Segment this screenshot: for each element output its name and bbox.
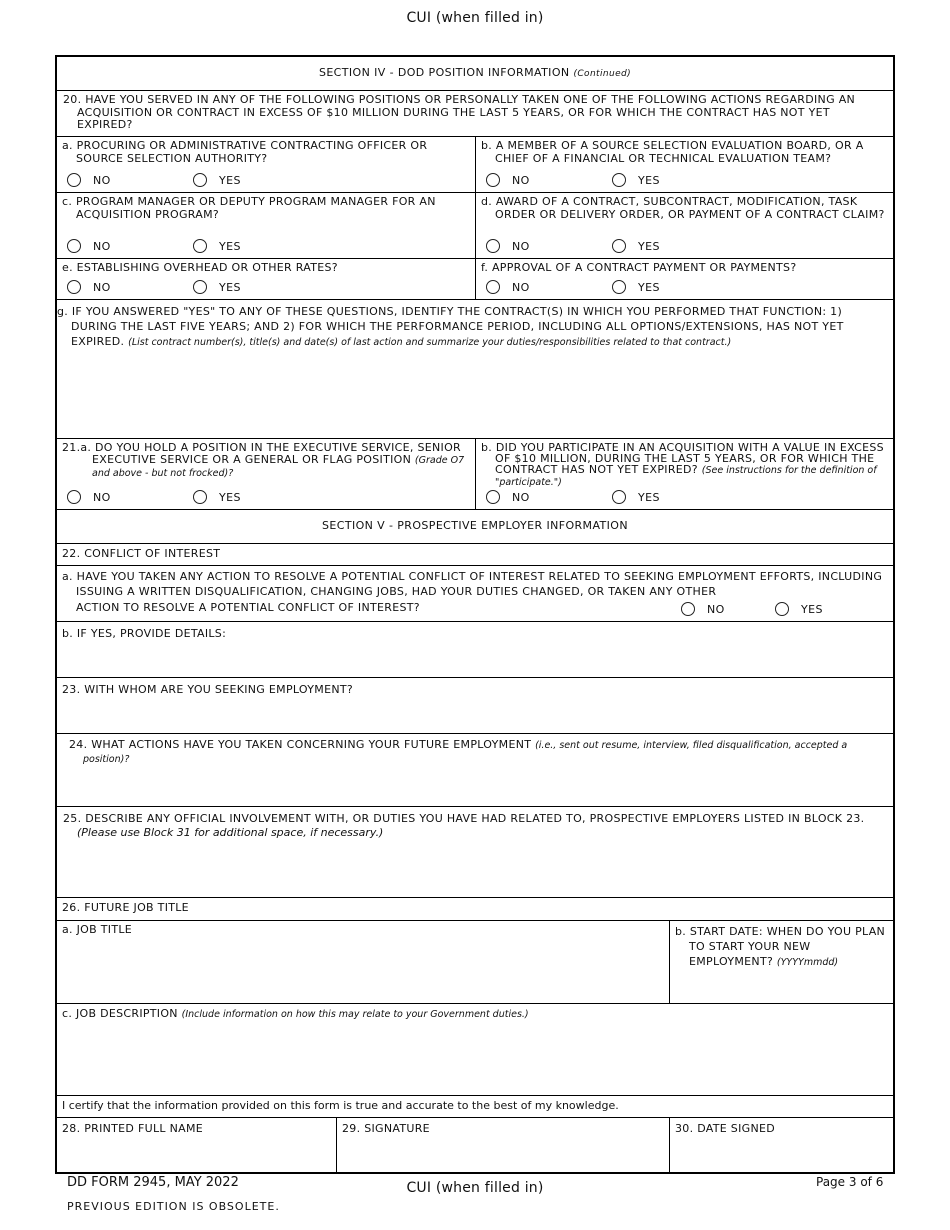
no-label: NO xyxy=(512,490,530,504)
q22a-label-cont: ACTION TO RESOLVE A POTENTIAL CONFLICT OF INTEREST? xyxy=(76,601,420,614)
no-label: NO xyxy=(93,280,111,294)
q26a-field[interactable] xyxy=(57,921,669,1003)
q24-field[interactable] xyxy=(57,734,893,806)
q20-row xyxy=(57,91,893,137)
q26c-note: (Include information on how this may relate to your Government duties.) xyxy=(181,1009,529,1020)
q22a-label: a. HAVE YOU TAKEN ANY ACTION TO RESOLVE A POTENTIAL CONFLICT OF INTEREST RELATED TO SEEKING EMPLOYMENT EFFORTS, INCLUDING ISSUING A WRITTEN DISQUALIFICATION, CHANGING JOBS, HAD YOUR DUTIES CHANGED, OR TAKEN ANY OTHER xyxy=(62,570,883,598)
q22-title-row xyxy=(57,544,893,566)
section-v-title: SECTION V - PROSPECTIVE EMPLOYER INFORMATION xyxy=(322,519,628,532)
q20b-cell xyxy=(475,137,893,192)
q29-label: 29. SIGNATURE xyxy=(342,1122,430,1135)
q20a-no-radio[interactable] xyxy=(67,173,81,187)
q20c-yes-radio[interactable] xyxy=(193,239,207,253)
q20f-no-option[interactable] xyxy=(486,280,530,294)
section-iv-note: (Continued) xyxy=(573,69,632,79)
q26-title: 26. FUTURE JOB TITLE xyxy=(62,901,189,914)
q29-field[interactable] xyxy=(336,1118,669,1172)
q20d-label: d. AWARD OF A CONTRACT, SUBCONTRACT, MODIFICATION, TASK ORDER OR DELIVERY ORDER, OR PAYMENT OF A CONTRACT CLAIM? xyxy=(481,195,885,221)
q21-row xyxy=(57,439,893,510)
q20b-yes-option[interactable] xyxy=(612,173,660,187)
q30-label: 30. DATE SIGNED xyxy=(675,1122,776,1135)
cui-header: CUI (when filled in) xyxy=(406,10,544,26)
section-iv-header xyxy=(57,57,893,91)
q22b-field[interactable] xyxy=(57,622,893,677)
yes-label: YES xyxy=(219,280,241,294)
q20d-cell xyxy=(475,193,893,258)
yes-label: YES xyxy=(219,490,241,504)
q21b-label: b. DID YOU PARTICIPATE IN AN ACQUISITION WITH A VALUE IN EXCESS OF $10 MILLION, DURING THE LAST 5 YEARS, OR FOR WHICH THE CONTRACT HAS NOT YET EXPIRED? xyxy=(481,441,884,476)
q22b-label: b. IF YES, PROVIDE DETAILS: xyxy=(62,627,227,640)
yes-label: YES xyxy=(219,173,241,187)
q23-label: 23. WITH WHOM ARE YOU SEEKING EMPLOYMENT? xyxy=(62,683,354,696)
yes-label: YES xyxy=(638,239,660,253)
q21a-no-radio[interactable] xyxy=(67,490,81,504)
q20e-yes-radio[interactable] xyxy=(193,280,207,294)
section-v-header xyxy=(57,510,893,544)
cui-footer: CUI (when filled in) xyxy=(406,1180,544,1196)
q20g-note: (List contract number(s), title(s) and date(s) of last action and summarize your duties/responsibilities related to that contract.) xyxy=(128,337,732,348)
q20c-no-radio[interactable] xyxy=(67,239,81,253)
q20e-label: e. ESTABLISHING OVERHEAD OR OTHER RATES? xyxy=(62,261,338,274)
q24-row[interactable] xyxy=(57,734,893,807)
q21b-yes-option[interactable] xyxy=(612,490,660,504)
q22a-no-option[interactable] xyxy=(681,602,725,616)
q20f-yes-option[interactable] xyxy=(612,280,660,294)
form-number: DD FORM 2945, MAY 2022 xyxy=(67,1175,239,1190)
q30-field[interactable] xyxy=(669,1118,893,1172)
no-label: NO xyxy=(93,173,111,187)
q20ab-row xyxy=(57,137,893,193)
certification-row xyxy=(57,1096,893,1118)
q24-note: (i.e., sent out resume, interview, filed disqualification, accepted a position)? xyxy=(83,740,848,765)
q26c-label: c. JOB DESCRIPTION xyxy=(62,1007,178,1020)
q26c-field[interactable] xyxy=(57,1004,893,1095)
q26c-row[interactable] xyxy=(57,1004,893,1096)
yes-label: YES xyxy=(638,173,660,187)
q20d-no-option[interactable] xyxy=(486,239,530,253)
q22-title: 22. CONFLICT OF INTEREST xyxy=(62,547,221,560)
q20b-no-option[interactable] xyxy=(486,173,530,187)
q23-row[interactable] xyxy=(57,678,893,734)
q20d-yes-radio[interactable] xyxy=(612,239,626,253)
q26ab-row xyxy=(57,921,893,1004)
q23-field[interactable] xyxy=(57,678,893,733)
no-label: NO xyxy=(512,173,530,187)
q26b-field[interactable] xyxy=(669,921,893,1003)
q22a-no-radio[interactable] xyxy=(681,602,695,616)
no-label: NO xyxy=(707,602,725,616)
page-number: Page 3 of 6 xyxy=(816,1175,884,1189)
no-label: NO xyxy=(93,239,111,253)
yes-label: YES xyxy=(638,490,660,504)
q21b-note: (See instructions for the definition of "participate.") xyxy=(495,465,877,488)
q28-label: 28. PRINTED FULL NAME xyxy=(62,1122,204,1135)
q20b-yes-radio[interactable] xyxy=(612,173,626,187)
q20e-yes-option[interactable] xyxy=(193,280,241,294)
q25-row[interactable] xyxy=(57,807,893,898)
q21b-no-option[interactable] xyxy=(486,490,530,504)
q20a-yes-option[interactable] xyxy=(193,173,241,187)
q21a-cell xyxy=(57,439,475,509)
no-label: NO xyxy=(512,239,530,253)
q26b-note: (YYYYmmdd) xyxy=(776,957,839,968)
q20a-yes-radio[interactable] xyxy=(193,173,207,187)
signature-row xyxy=(57,1118,893,1172)
q24-label: 24. WHAT ACTIONS HAVE YOU TAKEN CONCERNING YOUR FUTURE EMPLOYMENT xyxy=(69,738,532,751)
q22b-row[interactable] xyxy=(57,622,893,678)
q25-field[interactable] xyxy=(57,807,893,897)
q26b-label: b. START DATE: WHEN DO YOU PLAN TO START YOUR NEW EMPLOYMENT? xyxy=(675,925,886,968)
q22a-row xyxy=(57,566,893,622)
q22a-yes-radio[interactable] xyxy=(775,602,789,616)
q20d-yes-option[interactable] xyxy=(612,239,660,253)
q21a-yes-option[interactable] xyxy=(193,490,241,504)
q20e-no-radio[interactable] xyxy=(67,280,81,294)
q21a-no-option[interactable] xyxy=(67,490,111,504)
yes-label: YES xyxy=(638,280,660,294)
q20b-label: b. A MEMBER OF A SOURCE SELECTION EVALUATION BOARD, OR A CHIEF OF A FINANCIAL OR TECHNICAL EVALUATION TEAM? xyxy=(481,139,864,165)
q20c-label: c. PROGRAM MANAGER OR DEPUTY PROGRAM MANAGER FOR AN ACQUISITION PROGRAM? xyxy=(62,195,436,221)
q28-field[interactable] xyxy=(57,1118,336,1172)
yes-label: YES xyxy=(219,239,241,253)
q20f-yes-radio[interactable] xyxy=(612,280,626,294)
q21a-note: (Grade O7 and above - but not frocked)? xyxy=(92,455,465,479)
q25-note: (Please use Block 31 for additional space, if necessary.) xyxy=(77,826,384,839)
q26a-label: a. JOB TITLE xyxy=(62,923,133,936)
q20a-cell xyxy=(57,137,475,192)
q22a-yes-option[interactable] xyxy=(775,602,823,616)
q20a-no-option[interactable] xyxy=(67,173,111,187)
form-page xyxy=(55,55,895,1174)
q20b-no-radio[interactable] xyxy=(486,173,500,187)
q20c-yes-option[interactable] xyxy=(193,239,241,253)
q20f-cell xyxy=(475,259,893,299)
q20f-no-radio[interactable] xyxy=(486,280,500,294)
q20-text: 20. HAVE YOU SERVED IN ANY OF THE FOLLOWING POSITIONS OR PERSONALLY TAKEN ONE OF THE FOLLOWING ACTIONS REGARDING AN ACQUISITION OR CONTRACT IN EXCESS OF $10 MILLION DURING THE LAST 5 YEARS, OR FOR WHICH THE CONTRACT HAS NOT YET EXPIRED? xyxy=(63,93,856,131)
q20g-label: g. IF YOU ANSWERED "YES" TO ANY OF THESE QUESTIONS, IDENTIFY THE CONTRACT(S) IN WHICH YOU PERFORMED THAT FUNCTION: 1) DURING THE LAST FIVE YEARS; AND 2) FOR WHICH THE PERFORMANCE PERIOD, INCLUDING ALL OPTIONS/EXTENSIONS, HAS NOT YET EXPIRED. xyxy=(57,305,844,348)
q22a-cell xyxy=(57,566,893,621)
q21b-no-radio[interactable] xyxy=(486,490,500,504)
q20f-label: f. APPROVAL OF A CONTRACT PAYMENT OR PAYMENTS? xyxy=(481,261,797,274)
certification-text: I certify that the information provided on this form is true and accurate to the best of my knowledge. xyxy=(62,1099,619,1112)
q25-label: 25. DESCRIBE ANY OFFICIAL INVOLVEMENT WITH, OR DUTIES YOU HAVE HAD RELATED TO, PROSPECTIVE EMPLOYERS LISTED IN BLOCK 23. xyxy=(63,812,865,825)
q20g-field[interactable] xyxy=(57,300,893,438)
q21a-yes-radio[interactable] xyxy=(193,490,207,504)
q20e-cell xyxy=(57,259,475,299)
q20ef-row xyxy=(57,259,893,300)
q21b-cell xyxy=(475,439,893,509)
section-iv-title: SECTION IV - DOD POSITION INFORMATION xyxy=(318,66,570,79)
q20a-label: a. PROCURING OR ADMINISTRATIVE CONTRACTING OFFICER OR SOURCE SELECTION AUTHORITY? xyxy=(62,139,428,165)
no-label: NO xyxy=(93,490,111,504)
q21a-label: 21.a. DO YOU HOLD A POSITION IN THE EXECUTIVE SERVICE, SENIOR EXECUTIVE SERVICE OR A GENERAL OR FLAG POSITION xyxy=(62,441,461,466)
q20d-no-radio[interactable] xyxy=(486,239,500,253)
q20c-cell xyxy=(57,193,475,258)
q20e-no-option[interactable] xyxy=(67,280,111,294)
q20c-no-option[interactable] xyxy=(67,239,111,253)
q20cd-row xyxy=(57,193,893,259)
q21b-yes-radio[interactable] xyxy=(612,490,626,504)
yes-label: YES xyxy=(801,602,823,616)
previous-edition-note: PREVIOUS EDITION IS OBSOLETE. xyxy=(67,1200,280,1213)
q20g-row[interactable] xyxy=(57,300,893,439)
q26-title-row xyxy=(57,898,893,921)
no-label: NO xyxy=(512,280,530,294)
